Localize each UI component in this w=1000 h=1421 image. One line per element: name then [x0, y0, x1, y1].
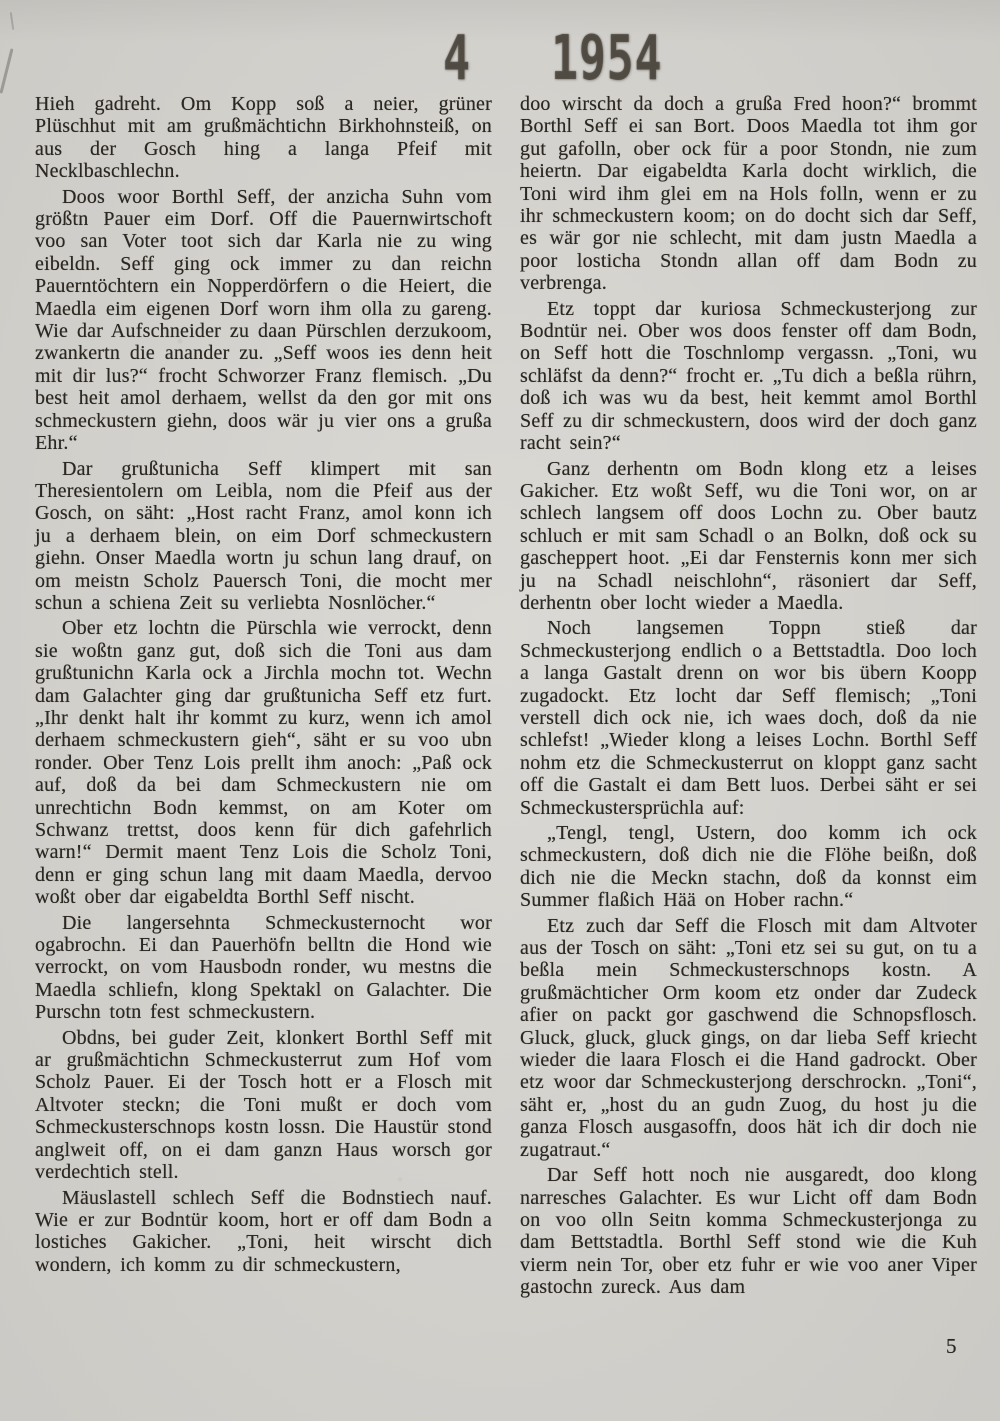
paragraph: Etz zuch dar Seff die Flosch mit dam Altvoter aus der Tosch on säht: „Toni etz sei su gut, on tu a beßla mein Schmeckusterschnops kostn. A grußmächticher Orm koom etz onder dar Zudeck afier on packt gor gaschwend die Schnopsflosch. Gluck, gluck, gluck gings, on dar lieba Seff kriecht wieder die laara Flosch ei die Hand gadrockt. Ober etz woor dar Schmeckusterjong derschrockn. „Toni“, säht er, „host du an gudn Zuog, du host ju die ganza Flosch ausgasoffn, doos hät ich dir doch nie zugatraut.“ [520, 914, 977, 1161]
paragraph: Die langersehnta Schmeckusternocht wor ogabrochn. Ei dan Pauerhöfn belltn die Hond wie verrockt, on vom Hausbodn ronder, wu mestns die Maedla schliefn, klong Spektakl on Galachter. Die Purschn totn fest schmeckustern. [35, 911, 492, 1024]
stamp-issue-number: 4 [443, 22, 471, 95]
scan-artifact [0, 48, 14, 93]
paragraph: Hieh gadreht. Om Kopp soß a neier, grüner Plüschhut mit am grußmächtichn Birkhohnsteiß, on aus der Gosch hing a langa Pfeif mit Necklbaschlechn. [35, 93, 492, 183]
paragraph: Dar Seff hott noch nie ausgaredt, doo klong narresches Galachter. Es wur Licht off dam Bodn on voo olln Seitn komma Schmeckusterjonga zu dam Bettstadtla. Borthl Seff stond wie die Kuh vierm nein Tor, ober etz fuhr er wie voo aner Viper gastochn zureck. Aus dam [520, 1164, 977, 1299]
text-column-left [35, 93, 492, 1302]
stamp-year: 1954 [551, 22, 663, 95]
paragraph: Dar grußtunicha Seff klimpert mit san Theresientolern om Leibla, nom die Pfeif aus der Gosch, on säht: „Host racht Franz, amol konn ich ju a derhaem blein, on eim Dorf schmeckustern giehn. Onser Maedla wortn ju schun lang drauf, on om meistn Scholz Pauersch Toni, die mocht mer schun a schiena Zeit su verliebta Nosnlöcher.“ [35, 457, 492, 614]
scan-artifact [10, 12, 14, 30]
date-stamp [0, 24, 1000, 94]
paragraph: Ganz derhentn om Bodn klong etz a leises Gakicher. Etz woßt Seff, wu die Toni wor, on ar schlech langsem off doos Lochn zu. Ober bautz schluch er mit sam Schadl o an Bolkn, doß ock su gascheppert hoot. „Ei dar Fensternis konn mer sich ju na Schadl neischlohn“, räsoniert dar Seff, derhentn ober locht wieder a Maedla. [520, 457, 977, 614]
text-block [35, 93, 977, 1302]
text-column-right [520, 93, 977, 1302]
paragraph: Mäuslastell schlech Seff die Bodnstiech nauf. Wie er zur Bodntür koom, hort er off dam Bodn a lostiches Gakicher. „Toni, heit wirscht dich wondern, ich komm zu dir schmeckustern, [35, 1186, 492, 1276]
page-number: 5 [946, 1334, 957, 1358]
paragraph: Ober etz lochtn die Pürschla wie verrockt, denn sie woßtn ganz gut, doß sich die Toni aus dam grußtunichn Karla ock a Jirchla mochn tot. Wechn dam Galachter ging dar grußtunicha Seff etz furt. „Ihr denkt halt ihr kommt zu kurz, wenn ich amol derhaem schmeckustern gieh“, säht er su voo ubn ronder. Ober Tenz Lois prellt ihm anoch: „Paß ock auf, doß da bei dam Schmeckustern nie om unrechtichn Bodn kemmst, on am Koter om Schwanz trettst, doos kenn für dich gafehrlich warn!“ Dermit maent Tenz Lois die Scholz Toni, denn er ging schun lang mit daam Maedla, dervoo woßt ober dar eigabeldta Borthl Seff nischt. [35, 617, 492, 909]
paragraph: Doos woor Borthl Seff, der anzicha Suhn vom größtn Pauer eim Dorf. Off die Pauernwirtschoft voo san Voter toot sich dar Karla nie zu wing eibeldn. Seff ging ock immer zu dan reichn Pauerntöchtern ein Nopperdörfern o die Heiert, die Maedla eim eigenen Dorf worn ihm olla zu gareng. Wie dar Aufschneider zu daan Pürschlen derzukoom, zwankertn die anander zu. „Seff woos ies denn heit mit dir lus?“ frocht Schworzer Franz flemisch. „Du best heit amol derhaem, wellst da den gor mit ons schmeckustern giehn, doos wär ju vier ons a grußa Ehr.“ [35, 185, 492, 455]
paragraph: doo wirscht da doch a grußa Fred hoon?“ brommt Borthl Seff ei san Bort. Doos Maedla tot ihm gor gut gafolln, ober ock für a poor Stondn, nie zum heiertn. Dar eigabeldta Karla docht wirklich, die Toni wird ihm glei em na Hols folln, wenn er zu ihr schmeckustern koom; on do docht sich dar Seff, es wär gor nie schlecht, mit dam justn Maedla a poor losticha Stondn allan off dam Bodn zu verbrenga. [520, 93, 977, 295]
paragraph: Obdns, bei guder Zeit, klonkert Borthl Seff mit ar grußmächtichn Schmeckusterrut zum Hof vom Scholz Pauer. Ei der Tosch hott er a Flosch mit Altvoter steckn; die Toni mußt er doch vom Schmeckusterschnops kostn lossn. Die Haustür stond anglweit off, on ei dam ganzn Haus worsch gor verdechtich stell. [35, 1026, 492, 1184]
paragraph: „Tengl, tengl, Ustern, doo komm ich ock schmeckustern, doß dich nie die Flöhe beißn, doß dich nie die Meckn stachn, doß da konnst eim Summer flaßich Hää on Hober rachn.“ [520, 822, 977, 912]
paragraph: Etz toppt dar kuriosa Schmeckusterjong zur Bodntür nei. Ober wos doos fenster off dam Bodn, on Seff hott die Toschnlomp vergassn. „Toni, wu schläfst da denn?“ frocht er. „Tu dich a beßla rührn, doß ich was wu da best, heit kemmt amol Borthl Seff zu dir schmeckustern, doos wird der doch ganz racht sein?“ [520, 297, 977, 455]
paragraph: Noch langsemen Toppn stieß dar Schmeckusterjong endlich o a Bettstadtla. Doo loch a langa Gastalt drenn on wor bis übern Koopp zugadockt. Etz locht dar Seff flemisch; „Toni verstell dich ock nie, ich waes doch, doß da nie schlefst! „Wieder klong a leises Lochn. Borthl Seff nohm etz die Schmeckusterrut on kloppt ganz sacht off die Gastalt ei dam Bett luos. Derbei säht er sei Schmeckustersprüchla auf: [520, 617, 977, 819]
